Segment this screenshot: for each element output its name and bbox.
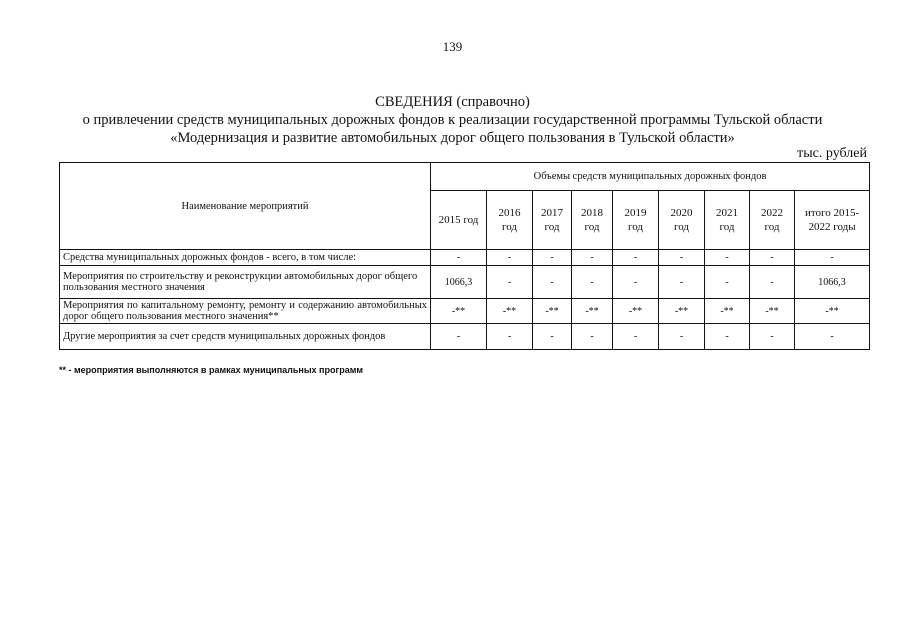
- header-year-2020: 2020 год: [659, 191, 705, 250]
- table-cell: -: [533, 250, 572, 266]
- table-cell: -: [431, 324, 487, 350]
- table-cell: -: [431, 250, 487, 266]
- table-cell: -: [613, 266, 659, 299]
- header-name: Наименование мероприятий: [60, 163, 431, 250]
- table-cell: 1066,3: [431, 266, 487, 299]
- table-row: [60, 250, 870, 266]
- header-year-2019: 2019 год: [613, 191, 659, 250]
- row-name: Мероприятия по капитальному ремонту, ремонту и содержанию автомобильных дорог общего пользования местного значения**: [60, 299, 431, 324]
- row-name: Средства муниципальных дорожных фондов - всего, в том числе:: [60, 250, 431, 266]
- header-total: итого 2015-2022 годы: [795, 191, 870, 250]
- table-cell: -**: [487, 299, 533, 324]
- table-cell: -: [613, 324, 659, 350]
- table-cell: -**: [659, 299, 705, 324]
- table-cell: -: [795, 324, 870, 350]
- page-number: 139: [442, 39, 463, 54]
- table-cell: -: [795, 250, 870, 266]
- table-row: [60, 266, 870, 299]
- table-cell: -: [487, 250, 533, 266]
- table-cell: -: [750, 250, 795, 266]
- table-cell: -**: [572, 299, 613, 324]
- title-line-1: СВЕДЕНИЯ (справочно): [375, 94, 530, 110]
- table-cell: -**: [705, 299, 750, 324]
- table-row: [60, 324, 870, 350]
- footnote: ** - мероприятия выполняются в рамках муниципальных программ: [59, 365, 364, 375]
- table-cell: -: [750, 324, 795, 350]
- table-cell: -**: [795, 299, 870, 324]
- table-cell: -: [705, 250, 750, 266]
- table-cell: -: [659, 266, 705, 299]
- table-cell: -**: [533, 299, 572, 324]
- header-year-2022: 2022 год: [750, 191, 795, 250]
- table-cell: -: [533, 324, 572, 350]
- table-cell: -: [533, 266, 572, 299]
- header-group: Объемы средств муниципальных дорожных фондов: [431, 163, 870, 191]
- row-name: Другие мероприятия за счет средств муниципальных дорожных фондов: [60, 324, 431, 350]
- title-line-3: «Модернизация и развитие автомобильных дорог общего пользования в Тульской области»: [170, 130, 735, 146]
- table-cell: -: [572, 266, 613, 299]
- table-cell: -: [659, 250, 705, 266]
- units-label: тыс. рублей: [797, 146, 867, 161]
- table-cell: -: [659, 324, 705, 350]
- table-cell: 1066,3: [795, 266, 870, 299]
- row-name: Мероприятия по строительству и реконструкции автомобильных дорог общего пользования местного значения: [60, 266, 431, 299]
- table-cell: -: [705, 324, 750, 350]
- document-title: [0, 93, 905, 147]
- table-cell: -**: [750, 299, 795, 324]
- table-cell: -: [613, 250, 659, 266]
- header-year-2015: 2015 год: [431, 191, 487, 250]
- table-cell: -: [487, 266, 533, 299]
- header-year-2018: 2018 год: [572, 191, 613, 250]
- header-year-2021: 2021 год: [705, 191, 750, 250]
- table-cell: -: [487, 324, 533, 350]
- funds-table: [59, 162, 870, 350]
- table-cell: -**: [613, 299, 659, 324]
- table-cell: -: [750, 266, 795, 299]
- table-cell: -: [572, 324, 613, 350]
- table-row: [60, 299, 870, 324]
- title-line-2: о привлечении средств муниципальных дорожных фондов к реализации государственной программы Тульской области: [82, 112, 823, 128]
- table-cell: -: [705, 266, 750, 299]
- table-cell: -**: [431, 299, 487, 324]
- header-year-2017: 2017 год: [533, 191, 572, 250]
- header-year-2016: 2016 год: [487, 191, 533, 250]
- table-cell: -: [572, 250, 613, 266]
